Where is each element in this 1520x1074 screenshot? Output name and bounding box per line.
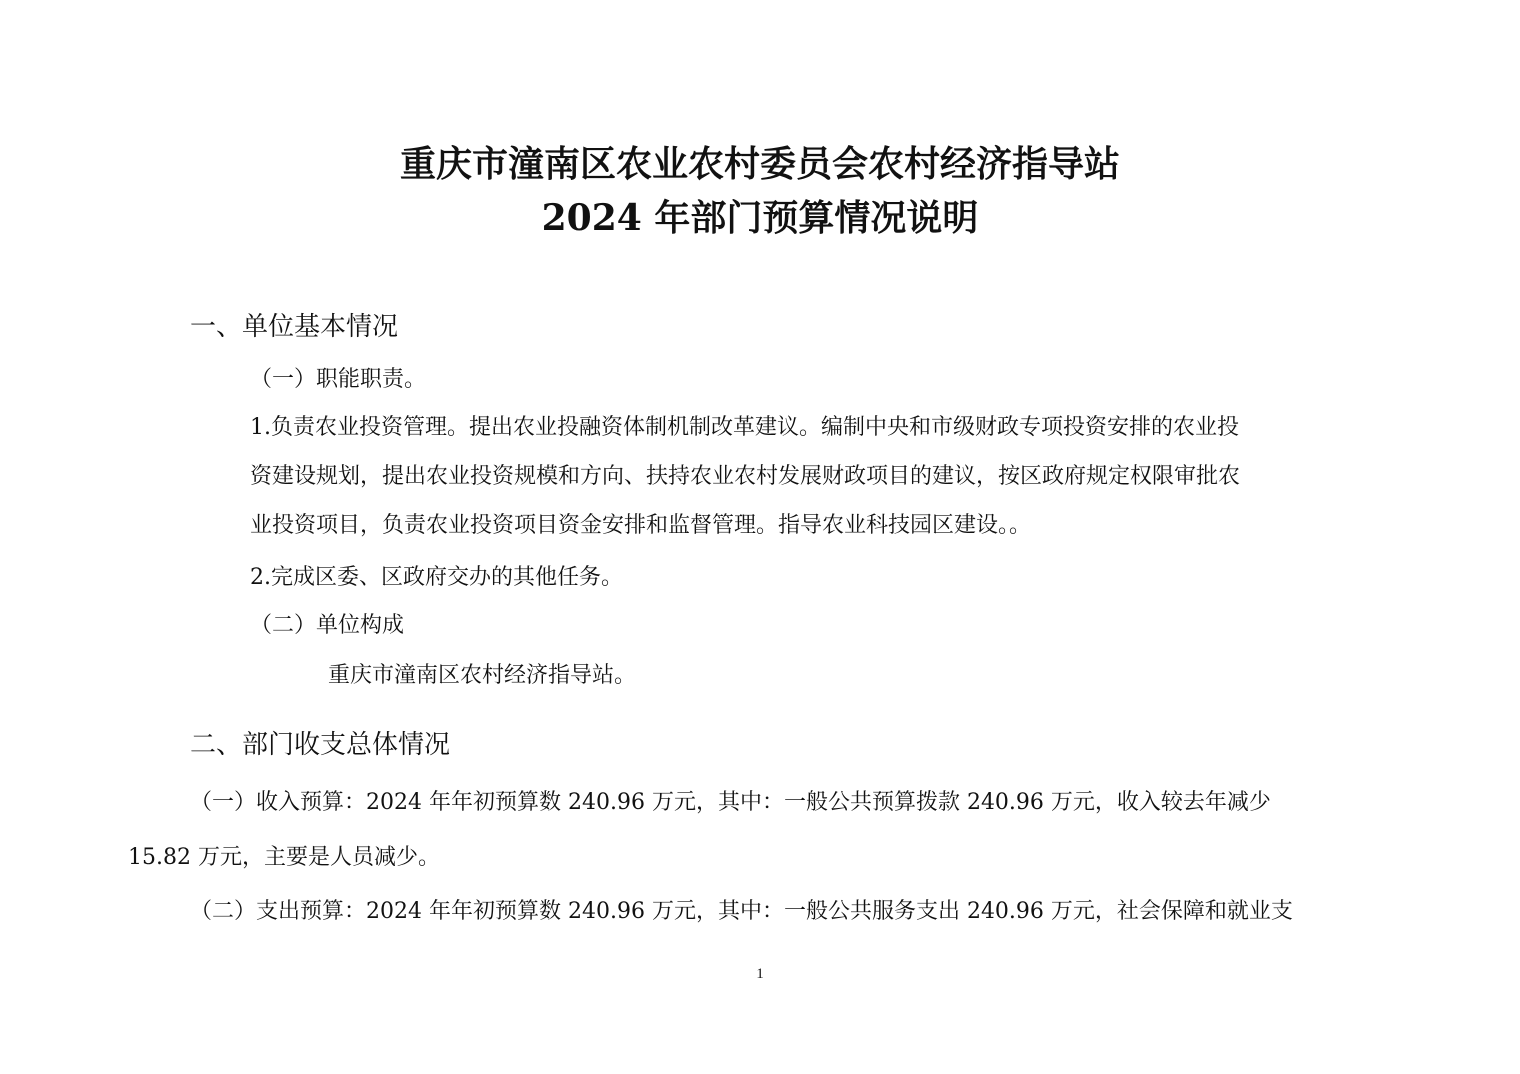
page-number: 1 (756, 966, 764, 982)
document-title-line1: 重庆市潼南区农业农村委员会农村经济指导站 (399, 143, 1120, 185)
section1-item1-line1: 1.负责农业投资管理。提出农业投融资体制机制改革建议。编制中央和市级财政专项投资安排的农业投 (250, 415, 1239, 440)
section1-item1-line2: 资建设规划，提出农业投资规模和方向、扶持农业农村发展财政项目的建议，按区政府规定权限审批农 (250, 464, 1241, 489)
section2-heading: 二、部门收支总体情况 (190, 730, 451, 760)
document-title-line2: 2024 年部门预算情况说明 (541, 197, 979, 239)
section1-item1-line3: 业投资项目，负责农业投资项目资金安排和监督管理。指导农业科技园区建设。。 (250, 513, 1032, 538)
section2-income-line2: 15.82 万元，主要是人员减少。 (128, 845, 440, 870)
section2-income-line1: （一）收入预算：2024 年年初预算数 240.96 万元，其中：一般公共预算拨款 240.96 万元，收入较去年减少 (190, 790, 1271, 815)
section1-item2: 2.完成区委、区政府交办的其他任务。 (250, 565, 623, 590)
section2-expense-line1: （二）支出预算：2024 年年初预算数 240.96 万元，其中：一般公共服务支出 240.96 万元，社会保障和就业支 (190, 899, 1293, 924)
section1-sub1: （一）职能职责。 (250, 367, 427, 392)
section1-sub2: （二）单位构成 (250, 613, 405, 638)
section1-heading: 一、单位基本情况 (190, 312, 399, 342)
section1-unit: 重庆市潼南区农村经济指导站。 (328, 663, 637, 688)
